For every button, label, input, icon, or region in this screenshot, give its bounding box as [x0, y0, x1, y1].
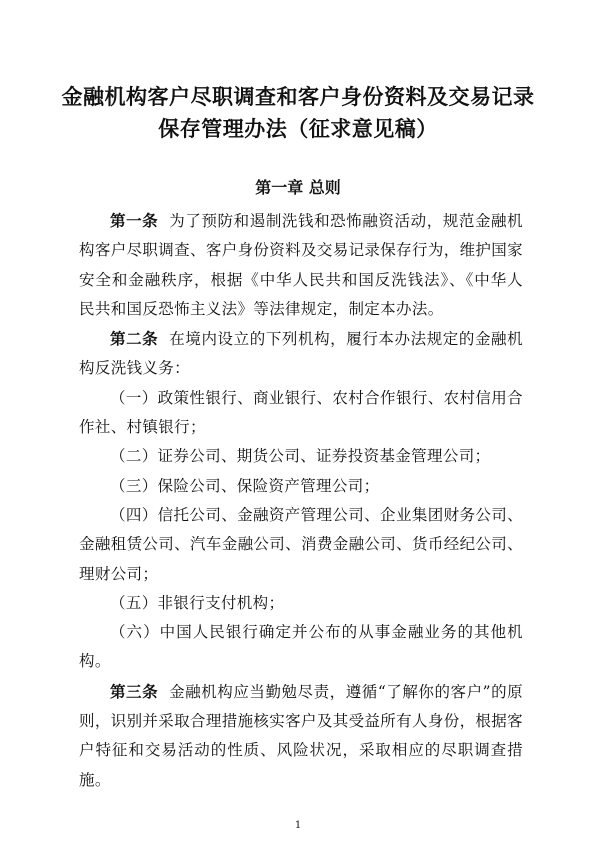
chapter-heading: 第一章 总则 [255, 178, 341, 197]
article-2-label: 第二条 [110, 329, 159, 349]
article-3-label: 第三条 [110, 681, 159, 701]
document-body [79, 206, 523, 795]
article-3-paragraph [79, 677, 523, 795]
article-3-text: 金融机构应当勤勉尽责，遵循“了解你的客户”的原则，识别并采取合理措施核实客户及其受益所有人身份，根据客户特征和交易活动的性质、风险状况，采取相应的尽职调查措施。 [79, 682, 523, 789]
list-item-4: （四）信托公司、金融资产管理公司、企业集团财务公司、金融租赁公司、汽车金融公司、消费金融公司、货币经纪公司、理财公司； [79, 505, 523, 583]
list-item-1: （一）政策性银行、商业银行、农村合作银行、农村信用合作社、村镇银行； [79, 388, 523, 437]
article-1-label: 第一条 [110, 211, 159, 230]
article-2-paragraph [79, 324, 523, 384]
document-title-line-2: 保存管理办法（征求意见稿） [158, 116, 438, 141]
page-number: 1 [294, 820, 302, 831]
article-1-paragraph [79, 206, 523, 324]
list-item-6: （六）中国人民银行确定并公布的从事金融业务的其他机构。 [79, 623, 523, 671]
list-item-3: （三）保险公司、保险资产管理公司； [110, 476, 380, 495]
article-1-text: 为了预防和遏制洗钱和恐怖融资活动，规范金融机构客户尽职调查、客户身份资料及交易记录保存行为，维护国家安全和金融秩序，根据《中华人民共和国反洗钱法》、《中华人民共和国反恐怖主义法》等法律规定，制定本办法。 [79, 212, 523, 318]
list-item-5: （五）非银行支付机构； [110, 593, 285, 612]
document-title-line-1: 金融机构客户尽职调查和客户身份资料及交易记录 [61, 84, 535, 109]
article-2-text: 在境内设立的下列机构，履行本办法规定的金融机构反洗钱义务： [79, 330, 523, 378]
list-item-2: （二）证券公司、期货公司、证券投资基金管理公司； [110, 447, 491, 466]
